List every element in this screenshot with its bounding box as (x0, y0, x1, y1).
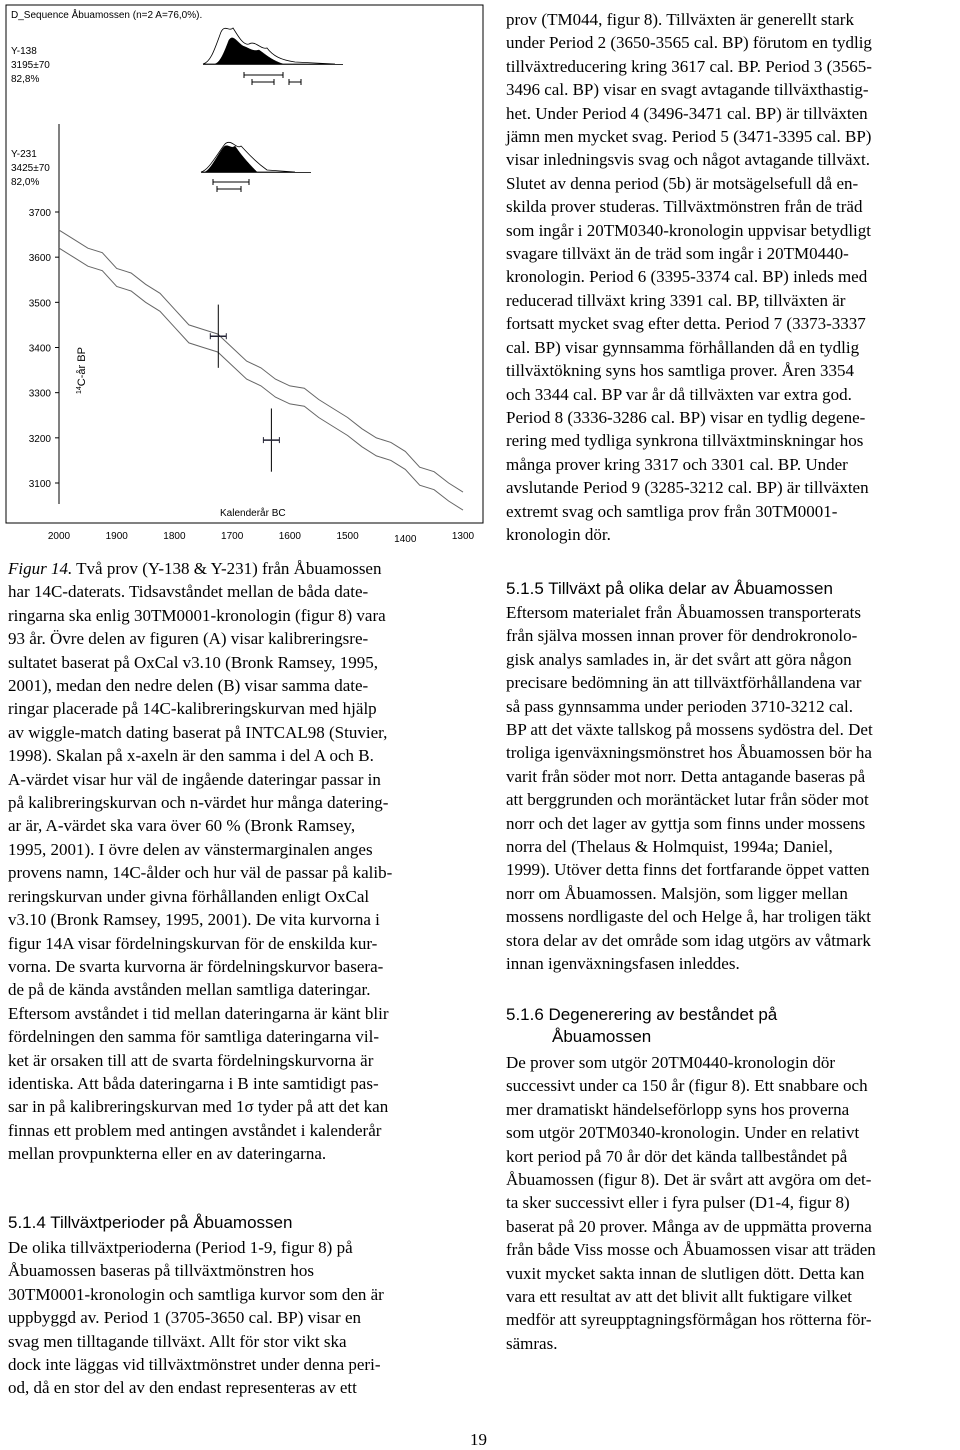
page-number: 19 (470, 1430, 487, 1449)
body-line: innan igenväxningsfasen inleddes. (506, 954, 740, 974)
body-line: avslutande Period 9 (3285-3212 cal. BP) är tillväxten (506, 478, 869, 498)
body-line: 30TM0001-kronologin och samtliga kurvor som den är (8, 1284, 384, 1304)
caption-line: 2001), medan den nedre delen (B) visar samma date- (8, 676, 369, 696)
caption-line: mellan provpunkterna eller en av dateringarna. (8, 1144, 327, 1164)
body-line: kort period på 70 år dör det kända tallbeståndet på (506, 1146, 848, 1166)
sample-1-agreement: 82,8% (11, 74, 40, 85)
caption-line: de på de kända avstånden mellan samtliga dateringar. (8, 980, 371, 1000)
caption-line: Två prov (Y-138 & Y-231) från Åbuamossen (72, 559, 382, 578)
right-top-body (506, 8, 955, 546)
figure-caption (8, 557, 466, 1166)
y-axis-label (76, 347, 88, 394)
caption-line: finnas ett problem med antingen avståndet i kalenderår (8, 1120, 382, 1140)
caption-line: A-värdet visar hur väl de ingående dateringar passar in (8, 769, 381, 789)
caption-line: vorna. De svarta kurvorna är fördelningskurvor basera- (8, 956, 384, 976)
x-tick-label: 1600 (278, 531, 301, 542)
x-tick-label: 2000 (47, 531, 71, 542)
body-line: norr och det lager av gyttja som finns under mossens (506, 813, 866, 833)
section-heading-516-line2: Åbuamossen (552, 1027, 652, 1046)
sample-1-age: 3195±70 (11, 60, 50, 71)
body-line: visar inledningsvis svag och något avtagande tillväxt. (506, 150, 871, 170)
caption-line: reringskurvan under givna förhållanden enligt OxCal (8, 886, 370, 906)
body-line: sämras. (506, 1333, 558, 1353)
caption-line: sultatet baserat på OxCal v3.10 (Bronk Ramsey, 1995, (8, 652, 378, 672)
body-line: reducerad tillväxt kring 3391 cal. BP, tillväxten är (506, 290, 846, 310)
body-line: precisare bedömning än att tillväxtförhållandena var (506, 673, 862, 693)
body-line: BP att det växte tallskog på mossens sydöstra del. Det (506, 720, 873, 740)
body-line: mossens nordligaste del och Helge å, har troligen täkt (506, 907, 871, 927)
body-line: ta sker successivt eller i fyra pulser (D1-4, figur 8) (506, 1193, 850, 1213)
body-line: tillväxtreducering kring 3617 cal. BP. Period 3 (3565- (506, 56, 872, 76)
body-line: dock inte läggas vid tillväxtmönstret under denna peri- (8, 1355, 381, 1375)
body-line: De prover som utgör 20TM0440-kronologin dör (506, 1053, 836, 1072)
body-line: Åbuamossen (figur 8). Det är svårt att avgöra om det- (506, 1170, 872, 1190)
caption-line: Eftersom avståndet i tid mellan dateringarna är känt blir (8, 1003, 389, 1023)
y-tick-label: 3200 (28, 433, 51, 445)
caption-line: v3.10 (Bronk Ramsey, 1995, 2001). De vita kurvorna i (8, 910, 380, 930)
body-line: od, då en stor del av den endast representeras av ett (8, 1378, 357, 1398)
caption-label: Figur 14. (8, 559, 73, 578)
body-line: svag men tilltagande tillväxt. Allt för stor vikt ska (8, 1331, 347, 1351)
section-516-body (506, 1051, 955, 1355)
body-line: vuxit mycket sakta innan de slutligen dött. Detta kan (506, 1263, 865, 1283)
x-tick-label: 1800 (163, 531, 186, 542)
body-line: gisk analys samlades in, är det svårt att göra någon (506, 649, 852, 669)
body-line: som utgör 20TM0340-kronologin. Under en relativt (506, 1123, 860, 1143)
y-tick-label: 3400 (28, 343, 51, 355)
caption-line: sar in på kalibreringskurvan med 1σ tyder på att det kan (8, 1097, 389, 1117)
body-line: fortsatt mycket svag efter detta. Period 7 (3373-3337 (506, 314, 866, 334)
body-line: 1999). Utöver detta finns det fortfarande öppet vatten (506, 860, 870, 880)
body-line: medför att syreupptagningsförmågan hos rötterna för- (506, 1310, 872, 1330)
caption-line: av wiggle-match dating baserat på INTCAL98 (Stuvier, (8, 722, 388, 742)
body-line: kronologin dör. (506, 524, 611, 544)
body-line: och 3344 cal. BP var år då tillväxten var extra god. (506, 384, 852, 404)
caption-line: identiska. Att båda dateringarna i B inte samtidigt pas- (8, 1073, 379, 1093)
caption-line: 93 år. Övre delen av figuren (A) visar kalibreringsre- (8, 629, 369, 649)
body-line: från både Viss mosse och Åbuamossen visar att träden (506, 1240, 876, 1260)
caption-line: har 14C-daterats. Tidsavståndet mellan de båda date- (8, 582, 369, 602)
x-tick-label: 1300 (451, 531, 475, 542)
figure-14 (5, 4, 485, 549)
y-axis-label-text: C-år BP (76, 347, 88, 387)
body-line: uppbyggd av. Period 1 (3705-3650 cal. BP) visar en (8, 1308, 362, 1328)
sample-2-age: 3425±70 (11, 163, 50, 174)
body-line: vara ett resultat av att det blivit allt fuktigare vilket (506, 1287, 853, 1307)
body-line: norr om Åbuamossen. Malsjön, som ligger mellan (506, 883, 848, 903)
sample-1-id: Y-138 (11, 46, 37, 57)
x-tick-label: 1400 (394, 534, 417, 545)
figure-header: D_Sequence Åbuamossen (n=2 A=76,0%). (11, 10, 203, 21)
body-line: skilda prover studeras. Tillväxtmönstren från de träd (506, 197, 863, 217)
caption-line: fördelningen den samma för samtliga dateringarna vil- (8, 1027, 380, 1047)
sample-2-agreement: 82,0% (11, 177, 40, 188)
y-tick-label: 3100 (28, 479, 51, 490)
x-tick-label: 1700 (221, 531, 244, 542)
body-line: från själva mossen innan prover för dendrokronolo- (506, 626, 858, 646)
caption-line: 1998). Skalan på x-axeln är den samma i del A och B. (8, 746, 374, 766)
section-514-body (8, 1236, 466, 1400)
section-515-body (506, 601, 955, 976)
body-line: het. Under Period 4 (3496-3471 cal. BP) är tillväxten (506, 103, 868, 123)
body-line: under Period 2 (3650-3565 cal. BP) förutom en tydlig (506, 33, 872, 53)
body-line: många prover kring 3317 och 3301 cal. BP. Under (506, 454, 848, 474)
body-line: extremt svag och samtliga prov från 30TM0001- (506, 501, 838, 521)
body-line: rering med tydliga synkrona tillväxtminskningar hos (506, 431, 864, 451)
body-line: varit från söder mot norr. Detta antagande baseras på (506, 766, 866, 786)
caption-line: ket är orsaken till att de svarta fördelningskurvorna är (8, 1050, 374, 1070)
caption-line: provens namn, 14C-ålder och hur väl de passar på kalib- (8, 863, 393, 883)
body-line: baserat på 20 prover. Många av de uppmätta proverna (506, 1216, 872, 1236)
body-line: tillväxtökning syns hos samtliga prover. Åren 3354 (506, 361, 854, 381)
body-line: kronologin. Period 6 (3395-3374 cal. BP) inleds med (506, 267, 868, 287)
section-heading-516-line1: 5.1.6 Degenerering av beståndet på (506, 1005, 778, 1024)
caption-line: ar är, A-värdet ska vara över 60 % (Bronk Ramsey, (8, 816, 356, 836)
caption-line: ringar placerade på 14C-kalibreringskurvan med hjälp (8, 699, 377, 719)
y-tick-label: 3500 (28, 298, 51, 310)
caption-line: på kalibreringskurvan och n-värdet hur många datering- (8, 793, 389, 813)
x-axis-label: Kalenderår BC (220, 508, 286, 519)
section-heading-516 (506, 1004, 777, 1048)
body-line: norra del (Thelaus & Holmquist, 1994a; Daniel, (506, 837, 833, 857)
body-line: Eftersom materialet från Åbuamossen transporterats (506, 603, 861, 622)
baseline-y231 (201, 172, 311, 173)
body-line: successivt under ca 150 år (figur 8). Ett snabbare och (506, 1076, 868, 1096)
x-tick-label: 1900 (105, 531, 128, 542)
body-line: stora delar av det område som idag utgörs av våtmark (506, 930, 871, 950)
baseline-y138 (203, 64, 343, 65)
body-line: att berggrunden och moräntäcket lutar från söder mot (506, 790, 869, 810)
body-line: mer dramatiskt händelseförlopp syns hos proverna (506, 1099, 850, 1119)
caption-line: ringarna ska enlig 30TM0001-kronologin (figur 8) vara (8, 605, 386, 625)
body-line: svagare tillväxt än de träd som ingår i 20TM0440- (506, 244, 849, 264)
sample-2-id: Y-231 (11, 149, 37, 160)
body-line: cal. BP) visar gynnsamma förhållanden då en tydlig (506, 337, 860, 357)
y-axis-label-sup: 14 (76, 386, 83, 394)
body-line: prov (TM044, figur 8). Tillväxten är generellt stark (506, 10, 854, 29)
y-tick-label: 3700 (28, 208, 51, 219)
x-axis-ticks (48, 531, 475, 545)
section-heading-515: 5.1.5 Tillväxt på olika delar av Åbuamossen (506, 579, 833, 598)
body-line: Slutet av denna period (5b) är motsägelsefull då en- (506, 173, 859, 193)
y-tick-label: 3300 (28, 388, 51, 400)
figure-frame (6, 5, 483, 523)
caption-line: 1995, 2001). I övre delen av vänstermarginalen anges (8, 839, 373, 859)
body-line: Åbuamossen baseras på tillväxtmönstren hos (8, 1261, 314, 1281)
body-line: som ingår i 20TM0340-kronologin uppvisar betydligt (506, 220, 871, 240)
body-line: jämn men mycket svag. Period 5 (3471-3395 cal. BP) (506, 127, 872, 147)
body-line: troliga igenväxningsmönstret hos Åbuamossen bör ha (506, 743, 872, 763)
caption-line: figur 14A visar fördelningskurvan för de enskilda kur- (8, 933, 378, 953)
section-heading-514: 5.1.4 Tillväxtperioder på Åbuamossen (8, 1213, 293, 1232)
body-line: Period 8 (3336-3286 cal. BP) visar en tydlig degene- (506, 407, 866, 427)
y-tick-label: 3600 (28, 253, 51, 265)
body-line: så pass gynnsamma under perioden 3710-3212 cal. (506, 696, 853, 716)
body-line: De olika tillväxtperioderna (Period 1-9, figur 8) på (8, 1238, 353, 1257)
body-line: 3496 cal. BP) visar en svagt avtagande tillväxthastig- (506, 80, 869, 100)
x-tick-label: 1500 (336, 531, 359, 542)
